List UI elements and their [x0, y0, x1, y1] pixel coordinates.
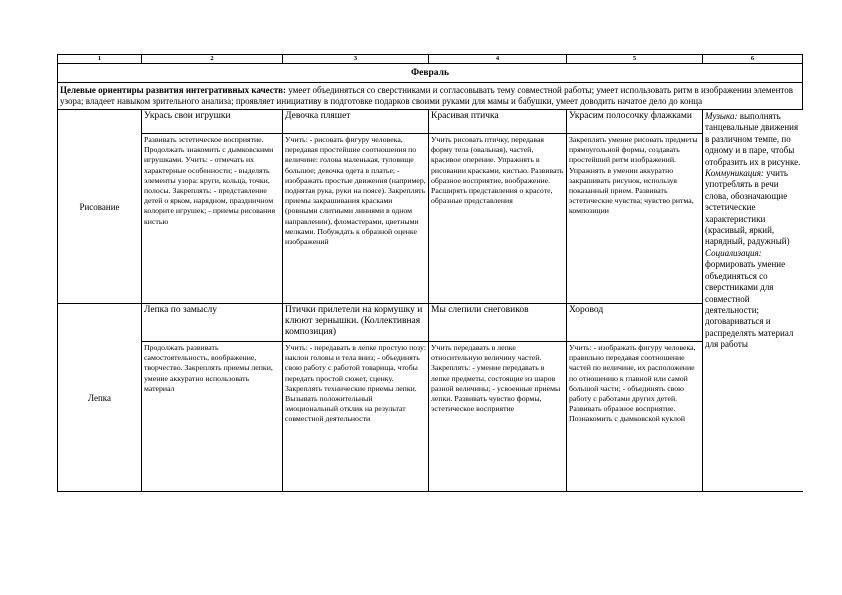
socialization-text: формировать умение объединяться со сверстниками для совместной деятельности; договариваться и распределять материал для работы — [705, 259, 794, 350]
socialization-label: Социализация: — [705, 247, 762, 258]
music-text: выполнять танцевальные движения в различном темпе, по одному и в паре, чтобы отобразить их в рисунке. — [705, 111, 801, 167]
topic-cell: Хоровод — [567, 304, 703, 342]
description-cell: Учить: - передавать в лепке простую позу: наклон головы и тела вниз; - объединять свою работу с работой товарища, чтобы передать простой сюжет, сценку. Закреплять технические приемы лепки. Вызывать положительный эмоциональный отклик на результат совместной деятельности — [283, 342, 429, 492]
area-drawing: Рисование — [58, 110, 142, 304]
topic-cell: Птички прилетели на кормушку и клюют зернышки. (Коллективная композиция) — [283, 304, 429, 342]
topic-cell: Красивая птичка — [429, 110, 567, 134]
topic-cell: Девочка пляшет — [283, 110, 429, 134]
communication-text: учить употреблять в речи слова, обозначающие эстетические характеристики (красивый, яркий, нарядный, радужный) — [705, 168, 790, 247]
integration-cell — [703, 110, 803, 492]
description-cell: Учить рисовать птичку, передавая форму тела (овальная), частей, красивое оперение. Упражнять в рисовании красками, кистью. Развивать образное восприятие, воображение. Расширять представления о красоте, образные представления — [429, 134, 567, 304]
col-number: 6 — [703, 55, 803, 64]
goals-text: умеет объединяться со сверстниками и согласовывать тему совместной работы; умеет использовать ритм в изображении элементов узора; владеет навыком зрительного анализа; проявляет инициативу в подготовке подарков своими руками для мамы и бабушки, умеет доводить начатое дело до конца — [60, 85, 793, 106]
curriculum-table — [57, 54, 803, 492]
description-cell: Учить: - изображать фигуру человека, правильно передавая соотношение частей по величине, их расположение по отношению к главной или самой большой части; - объединять свою работу с работами других детей. Развивать образное восприятие. Познакомить с дымковской куклой — [567, 342, 703, 492]
topic-cell: Лепка по замыслу — [142, 304, 283, 342]
column-number-row — [58, 55, 803, 64]
goals-cell — [58, 83, 803, 110]
col-number: 5 — [567, 55, 703, 64]
communication-label: Коммуникация: — [705, 168, 764, 179]
description-cell: Продолжать развивать самостоятельность, воображение, творчество. Закреплять приемы лепки, умение аккуратно использовать материал — [142, 342, 283, 492]
description-cell: Закреплять умение рисовать предметы прямоугольной формы, создавать простейший ритм изображений. Упражнять в умении аккуратно закрашивать рисунок, используя показанный прием. Развивать эстетические чувства; чувство ритма, композиции — [567, 134, 703, 304]
description-cell: Учить передавать в лепке относительную величину частей. Закреплять: - умение передавать в лепке предметы, состоящие из шаров разной величины; - усвоенные приемы лепки. Развивать чувство формы, эстетическое восприятие — [429, 342, 567, 492]
col-number: 3 — [283, 55, 429, 64]
topic-cell: Укрась свои игрушки — [142, 110, 283, 134]
topic-cell: Украсим полосочку флажками — [567, 110, 703, 134]
col-number: 4 — [429, 55, 567, 64]
month-title: Февраль — [58, 64, 803, 83]
goals-label: Целевые ориентиры развития интегративных качеств: — [60, 85, 287, 95]
area-modeling: Лепка — [58, 304, 142, 492]
description-cell: Развивать эстетическое восприятие. Продолжать знакомить с дымковскими игрушками. Учить: - отмечать их характерные особенности; - выделять элементы узора: круги, кольца, точки, полосы. Закреплять: - представление детей о ярком, нарядном, праздничном колорите игрушек; - приемы рисования кистью — [142, 134, 283, 304]
music-label: Музыка: — [705, 111, 738, 121]
col-number: 1 — [58, 55, 142, 64]
col-number: 2 — [142, 55, 283, 64]
description-cell: Учить: - рисовать фигуру человека, передавая простейшие соотношения по величине: голова маленькая, туловище большое; девочка одета в платье; - изображать простые движения (например, поднятая рука, руки на поясе). Закреплять приемы закрашивания красками (ровными слитными линиями в одном направлении), фломастерами, цветными мелками. Побуждать к образной оценке изображений — [283, 134, 429, 304]
topic-cell: Мы слепили снеговиков — [429, 304, 567, 342]
